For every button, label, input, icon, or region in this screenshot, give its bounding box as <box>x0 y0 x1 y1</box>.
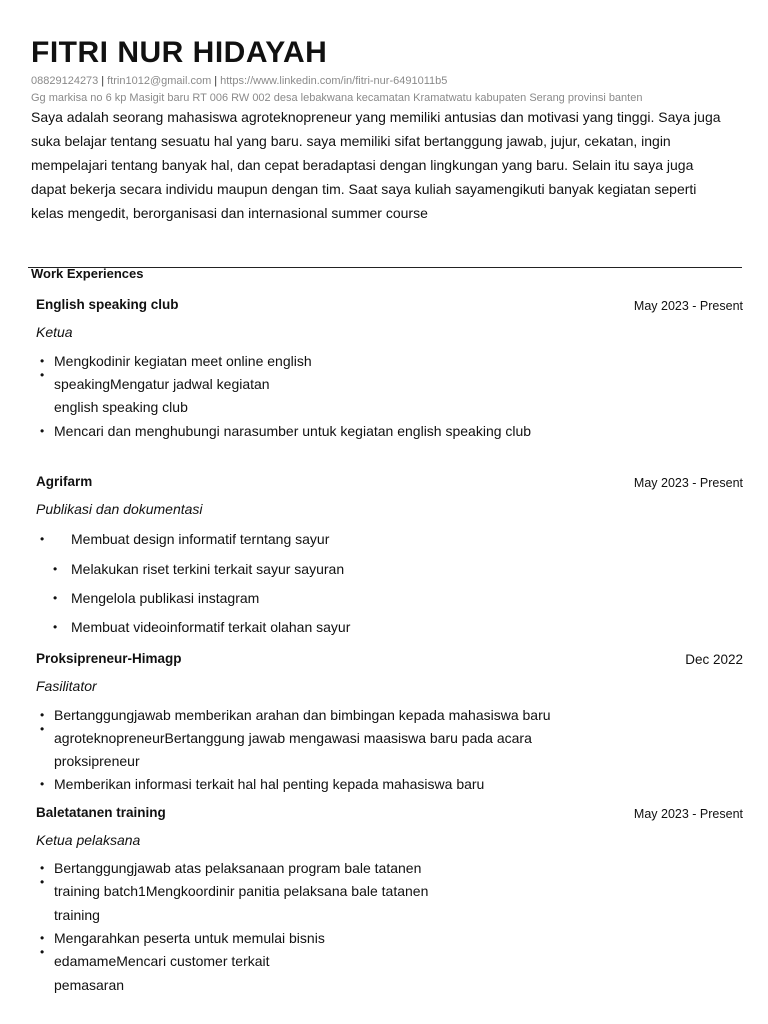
bullet: • <box>40 861 45 875</box>
job-bullet-text: Mengarahkan peserta untuk memulai bisnis <box>54 930 325 946</box>
bullet: • <box>53 591 58 605</box>
job-bullet-text: pemasaran <box>54 977 125 993</box>
email-address[interactable]: ftrin1012@gmail.com <box>107 75 212 87</box>
job-role: Ketua <box>36 324 73 340</box>
bullet: • <box>40 708 45 722</box>
job-bullet-text: Membuat design informatif terntang sayur <box>71 531 330 547</box>
job-bullet-text: speakingMengatur jadwal kegiatan <box>54 376 270 392</box>
job-role: Fasilitator <box>36 678 97 694</box>
job-title: Baletatanen training <box>36 805 166 820</box>
job-bullet-text: Membuat videoinformatif terkait olahan sayur <box>71 619 351 635</box>
bullet: • <box>40 777 45 791</box>
bullet: • <box>40 424 45 438</box>
home-address: Gg markisa no 6 kp Masigit baru RT 006 RW 002 desa lebakwana kecamatan Kramatwatu kabupaten Serang provinsi banten <box>31 92 643 104</box>
job-bullet-text: Mengkodinir kegiatan meet online english <box>54 353 312 369</box>
summary-line: dapat bekerja secara individu maupun dengan tim. Saat saya kuliah sayamengikuti banyak kegiatan seperti <box>31 181 697 197</box>
bullet: • <box>40 722 45 736</box>
summary-line: Saya adalah seorang mahasiswa agroteknopreneur yang memiliki antusias dan motivasi yang tinggi. Saya juga <box>31 109 721 125</box>
job-date: May 2023 - Present <box>633 299 743 313</box>
job-bullet-text: agroteknopreneurBertanggung jawab mengawasi maasiswa baru pada acara <box>54 730 532 746</box>
bullet: • <box>53 620 58 634</box>
job-title: English speaking club <box>36 297 179 312</box>
job-date: Dec 2022 <box>685 652 743 667</box>
bullet: • <box>40 945 45 959</box>
job-date: May 2023 - Present <box>633 807 743 821</box>
job-bullet-text: training <box>54 907 100 923</box>
job-bullet-text: Memberikan informasi terkait hal hal penting kepada mahasiswa baru <box>54 776 485 792</box>
contact-line <box>31 74 447 88</box>
work-experience-heading: Work Experiences <box>31 266 144 281</box>
job-bullet-text: english speaking club <box>54 399 188 415</box>
job-role: Publikasi dan dokumentasi <box>36 501 203 517</box>
job-bullet-text: Melakukan riset terkini terkait sayur sayuran <box>71 561 345 577</box>
summary-line: suka belajar tentang sesuatu hal yang baru. saya memiliki sifat bertanggung jawab, jujur, cekatan, ingin <box>31 133 671 149</box>
phone-number: 08829124273 <box>31 75 99 87</box>
job-bullet-text: Bertanggungjawab atas pelaksanaan program bale tatanen <box>54 860 422 876</box>
job-title: Agrifarm <box>36 474 93 489</box>
job-bullet-text: edamameMencari customer terkait <box>54 953 270 969</box>
summary-line: kelas mengedit, berorganisasi dan internasional summer course <box>31 205 428 221</box>
candidate-name: FITRI NUR HIDAYAH <box>31 36 328 69</box>
job-role: Ketua pelaksana <box>36 832 141 848</box>
job-bullet-text: proksipreneur <box>54 753 140 769</box>
bullet: • <box>40 875 45 889</box>
summary-line: mempelajari tentang banyak hal, dan cepat beradaptasi dengan lingkungan yang baru. Selain itu saya juga <box>31 157 694 173</box>
bullet: • <box>53 562 58 576</box>
linkedin-link[interactable]: https://www.linkedin.com/in/fitri-nur-6491011b5 <box>220 75 448 87</box>
job-bullet-text: Bertanggungjawab memberikan arahan dan bimbingan kepada mahasiswa baru <box>54 707 551 723</box>
job-bullet-text: Mengelola publikasi instagram <box>71 590 260 606</box>
contact-separator: | <box>101 75 105 87</box>
bullet: • <box>40 931 45 945</box>
job-title: Proksipreneur-Himagp <box>36 651 182 666</box>
job-bullet-text: Mencari dan menghubungi narasumber untuk kegiatan english speaking club <box>54 423 532 439</box>
job-bullet-text: training batch1Mengkoordinir panitia pelaksana bale tatanen <box>54 883 429 899</box>
bullet: • <box>40 368 45 382</box>
bullet: • <box>40 354 45 368</box>
bullet: • <box>40 532 45 546</box>
profile-summary <box>31 105 743 225</box>
job-date: May 2023 - Present <box>633 476 743 490</box>
contact-separator: | <box>214 75 218 87</box>
